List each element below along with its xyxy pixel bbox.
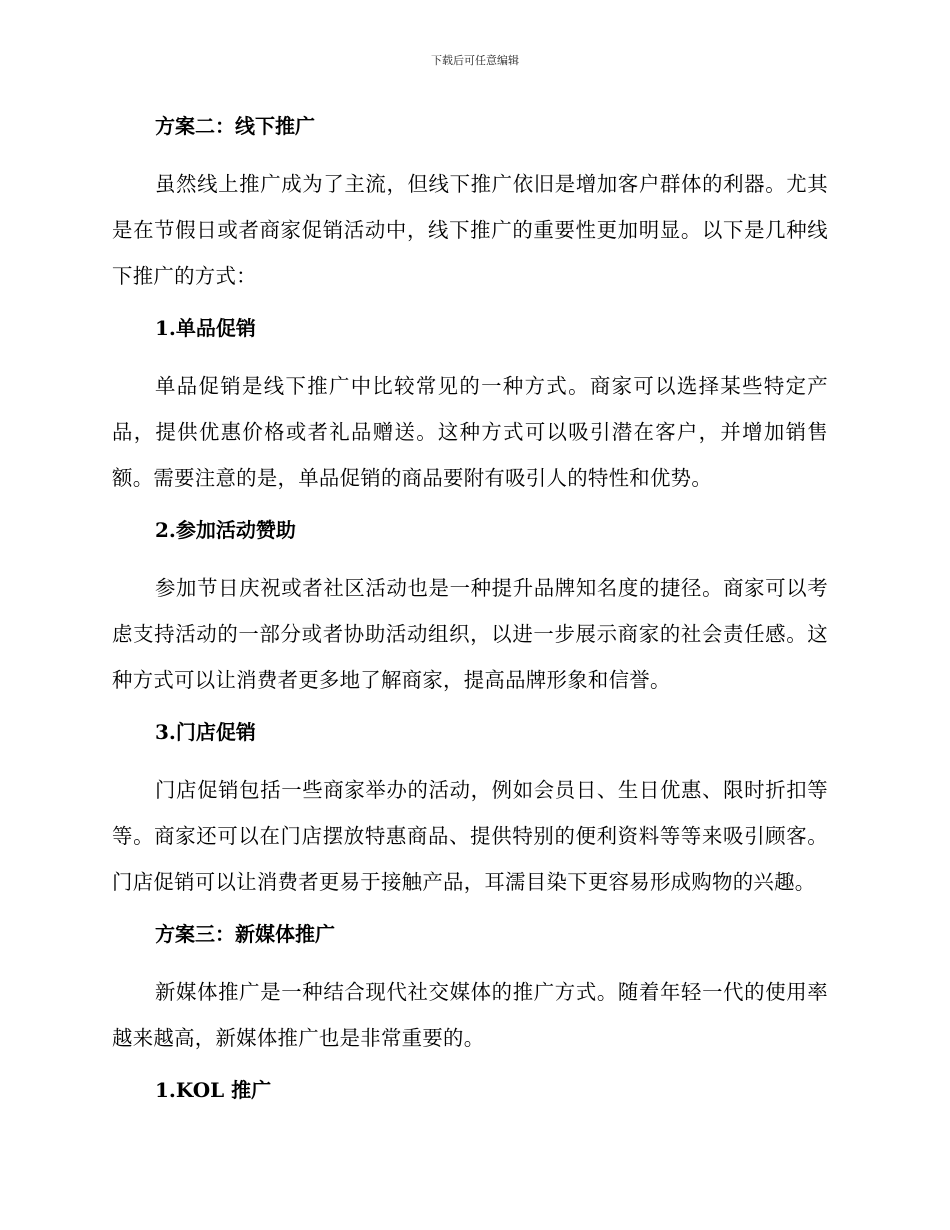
item3-heading: 3.门店促销 bbox=[155, 720, 256, 744]
item3-paragraph: 门店促销包括一些商家举办的活动，例如会员日、生日优惠、限时折扣等等。商家还可以在门店摆放特惠商品、提供特别的便利资料等等来吸引顾客。门店促销可以让消费者更易于接触产品，耳濡目染下更容易形成购物的兴趣。 bbox=[112, 778, 828, 894]
page-header: 下载后可任意编辑 bbox=[431, 54, 519, 67]
item1-paragraph: 单品促销是线下推广中比较常见的一种方式。商家可以选择某些特定产品，提供优惠价格或者礼品赠送。这种方式可以吸引潜在客户，并增加销售额。需要注意的是，单品促销的商品要附有吸引人的特性和优势。 bbox=[112, 374, 828, 490]
item2-paragraph: 参加节日庆祝或者社区活动也是一种提升品牌知名度的捷径。商家可以考虑支持活动的一部分或者协助活动组织，以进一步展示商家的社会责任感。这种方式可以让消费者更多地了解商家，提高品牌形象和信誉。 bbox=[112, 576, 828, 692]
plan2-intro-paragraph: 虽然线上推广成为了主流，但线下推广依旧是增加客户群体的利器。尤其是在节假日或者商家促销活动中，线下推广的重要性更加明显。以下是几种线下推广的方式： bbox=[112, 172, 828, 288]
item1-heading: 1.单品促销 bbox=[155, 316, 256, 340]
document-body bbox=[112, 107, 828, 1125]
kol-heading: 1.KOL 推广 bbox=[155, 1078, 272, 1102]
item2-heading: 2.参加活动赞助 bbox=[155, 518, 296, 542]
plan3-intro-paragraph: 新媒体推广是一种结合现代社交媒体的推广方式。随着年轻一代的使用率越来越高，新媒体推广也是非常重要的。 bbox=[112, 980, 828, 1050]
plan2-heading: 方案二：线下推广 bbox=[155, 114, 315, 138]
plan3-heading: 方案三：新媒体推广 bbox=[155, 922, 335, 946]
